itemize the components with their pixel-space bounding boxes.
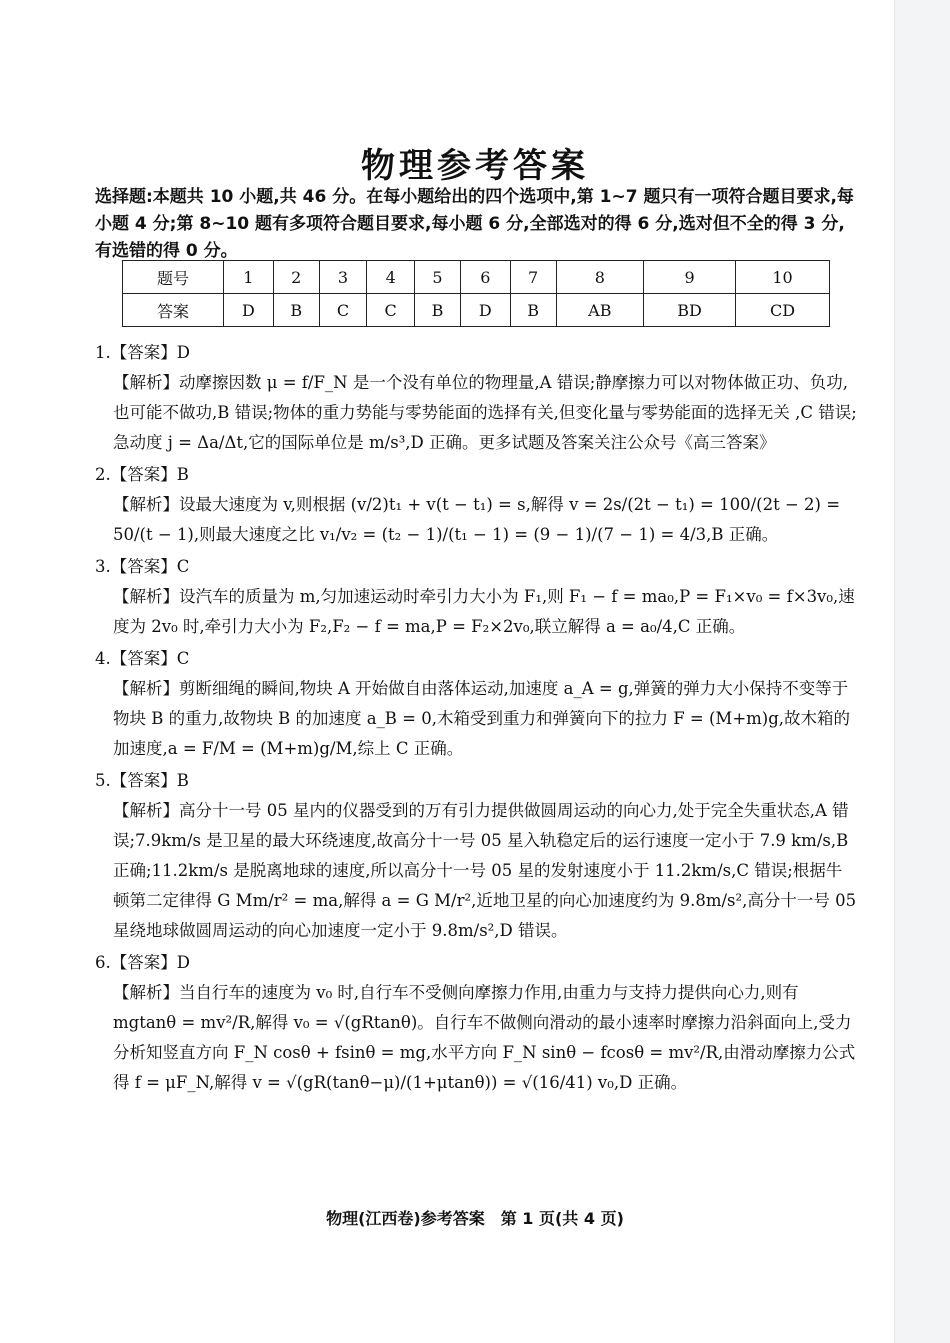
question-answer: 6.【答案】D [95,953,190,972]
page-footer: 物理(江西卷)参考答案 第 1 页(共 4 页) [326,1209,624,1228]
question-number: 9 [644,261,736,294]
question-explanation: 【解析】高分十一号 05 星内的仪器受到的万有引力提供做圆周运动的向心力,处于完全失重状态,A 错误;7.9km/s 是卫星的最大环绕速度,故高分十一号 05 星入轨稳定后的运行速度一定小于 7.9 km/s,B 正确;11.2km/s 是脱离地球的速度,所以高分十一号 05 星的发射速度小于 11.2km/s,C 错误;根据牛顿第二定律得 G Mm/r² = ma,解得 a = G M/r²,近地卫星的向心加速度约为 9.8m/s²,高分十一号 05 星绕地球做圆周运动的向心加速度一定小于 9.8m/s²,D 错误。 [113,801,857,940]
question-number: 3 [319,261,367,294]
section-intro: 选择题:本题共 10 小题,共 46 分。在每小题给出的四个选项中,第 1~7 题只有一项符合题目要求,每小题 4 分;第 8~10 题有多项符合题目要求,每小题 6 分,全部选对的得 6 分,选对但不全的得 3 分,有选错的得 0 分。 [95,187,854,261]
question-explanation: 【解析】当自行车的速度为 v₀ 时,自行车不受侧向摩擦力作用,由重力与支持力提供向心力,则有 mgtanθ = mv²/R,解得 v₀ = √(gRtanθ)。自行车不做侧向滑动的最小速率时摩擦力沿斜面向上,受力分析知竖直方向 F_N cosθ + fsinθ = mg,水平方向 F_N sinθ − fcosθ = mv²/R,由滑动摩擦力公式得 f = μF_N,解得 v = √(gR(tanθ−μ)/(1+μtanθ)) = √(16/41) v₀,D 正确。 [113,983,856,1092]
question-explanation: 【解析】设汽车的质量为 m,匀加速运动时牵引力大小为 F₁,则 F₁ − f = ma₀,P = F₁×v₀ = f×3v₀,速度为 2v₀ 时,牵引力大小为 F₂,F₂ − f = ma,P = F₂×2v₀,联立解得 a = a₀/4,C 正确。 [113,587,855,636]
question-number: 1 [224,261,274,294]
answer-cell: D [460,294,510,327]
answer-cell: C [367,294,415,327]
question-answer: 4.【答案】C [95,649,190,668]
answer-cell: B [414,294,460,327]
answer-cell: C [319,294,367,327]
question-answer: 1.【答案】D [95,343,190,362]
question-explanation: 【解析】剪断细绳的瞬间,物块 A 开始做自由落体运动,加速度 a_A = g,弹簧的弹力大小保持不变等于物块 B 的重力,故物块 B 的加速度 a_B = 0,木箱受到重力和弹簧向下的拉力 F = (M+m)g,故木箱的加速度,a = F/M = (M+m)g/M,综上 C 正确。 [113,679,851,758]
question-explanation: 【解析】设最大速度为 v,则根据 (v/2)t₁ + v(t − t₁) = s,解得 v = 2s/(2t − t₁) = 100/(2t − 2) = 50/(t − 1),则最大速度之比 v₁/v₂ = (t₂ − 1)/(t₁ − 1) = (9 − 1)/(7 − 1) = 4/3,B 正确。 [113,495,841,544]
answer-cell: AB [556,294,643,327]
question-answer: 3.【答案】C [95,557,190,576]
answer-cell: BD [644,294,736,327]
question-number: 6 [460,261,510,294]
question-answer: 2.【答案】B [95,465,189,484]
answer-cell: CD [736,294,830,327]
explanations [95,336,857,1098]
answer-cell: B [510,294,556,327]
question-number: 8 [556,261,643,294]
answer-cell: B [273,294,319,327]
page-title: 物理参考答案 [361,146,589,186]
row-label-number: 题号 [123,261,224,294]
answer-table [122,260,830,327]
question-answer: 5.【答案】B [95,771,189,790]
row-label-answer: 答案 [123,294,224,327]
question-number: 10 [736,261,830,294]
answer-cell: D [224,294,274,327]
answer-row [123,294,830,327]
question-number-row [123,261,830,294]
question-explanation: 【解析】动摩擦因数 μ = f/F_N 是一个没有单位的物理量,A 错误;静摩擦力可以对物体做正功、负功,也可能不做功,B 错误;物体的重力势能与零势能面的选择有关,但变化量与零势能面的选择无关 ,C 错误;急动度 j = Δa/Δt,它的国际单位是 m/s³,D 正确。更多试题及答案关注公众号《高三答案》 [113,373,857,452]
question-number: 7 [510,261,556,294]
question-number: 4 [367,261,415,294]
question-number: 2 [273,261,319,294]
question-number: 5 [414,261,460,294]
